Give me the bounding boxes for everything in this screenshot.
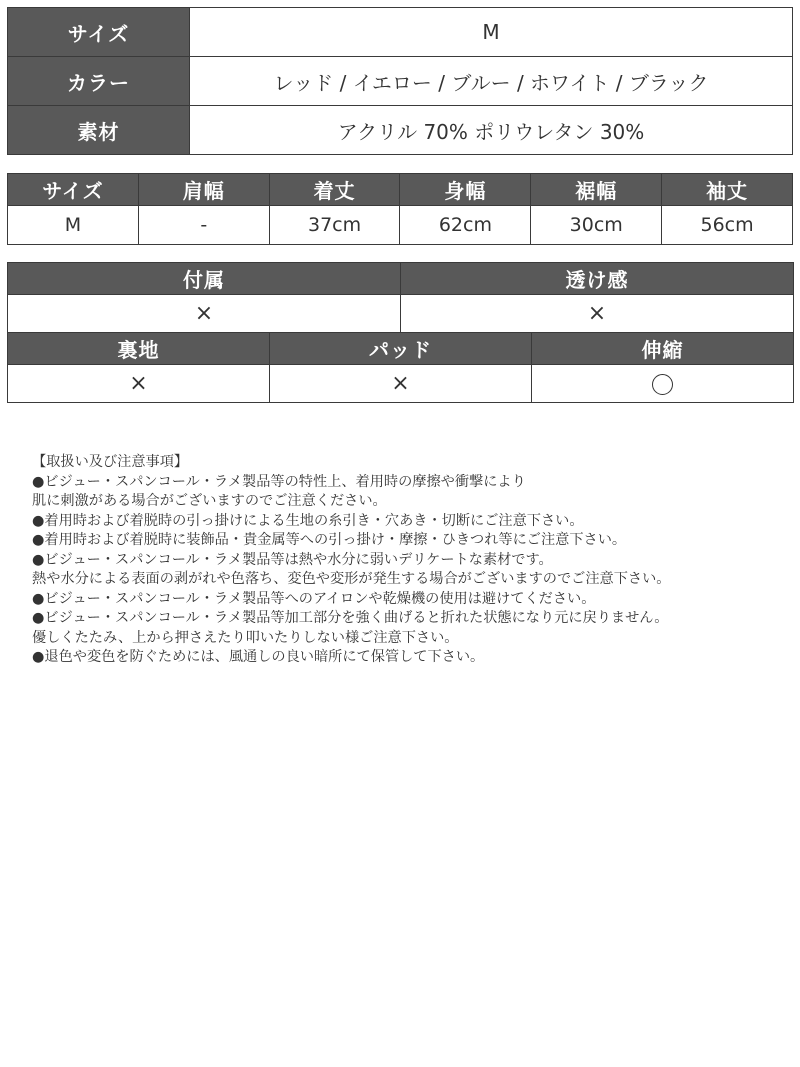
- attr-value-sheerness: ×: [401, 295, 794, 333]
- size-value: 37cm: [269, 206, 400, 245]
- attr-header-pad: パッド: [270, 333, 532, 365]
- notes-line: 熱や水分による表面の剥がれや色落ち、変色や変形が発生する場合がございますのでご注意下さい。: [32, 571, 671, 587]
- attr-header-lining: 裏地: [8, 333, 270, 365]
- attr-value-lining: ×: [8, 365, 270, 403]
- spec-row-size: [8, 8, 793, 57]
- attr-value-pad: ×: [270, 365, 532, 403]
- notes-heading: 【取扱い及び注意事項】: [32, 454, 189, 470]
- notes-line: ●着用時および着脱時の引っ掛けによる生地の糸引き・穴あき・切断にご注意下さい。: [32, 512, 584, 529]
- spec-value-material: アクリル 70% ポリウレタン 30%: [190, 106, 793, 155]
- spec-label-color: カラー: [8, 57, 190, 106]
- attr-header-accessories: 付属: [8, 263, 401, 295]
- size-value: -: [138, 206, 269, 245]
- size-value: 56cm: [662, 206, 793, 245]
- notes-line: 肌に刺激がある場合がございますのでご注意ください。: [32, 493, 387, 509]
- spec-label-material: 素材: [8, 106, 190, 155]
- attr-value-row-1: [8, 295, 794, 333]
- attr-value-row-2: [8, 365, 794, 403]
- attribute-table: [7, 262, 794, 403]
- size-header: サイズ: [8, 174, 139, 206]
- attr-header-stretch: 伸縮: [532, 333, 794, 365]
- notes-line: ●ビジュー・スパンコール・ラメ製品等の特性上、着用時の摩擦や衝撃により: [32, 473, 526, 490]
- care-notes: [32, 453, 792, 668]
- spec-value-color: レッド / イエロー / ブルー / ホワイト / ブラック: [190, 57, 793, 106]
- notes-line: ●ビジュー・スパンコール・ラメ製品等へのアイロンや乾燥機の使用は避けてください。: [32, 590, 596, 607]
- attr-header-row-1: [8, 263, 794, 295]
- size-value: 62cm: [400, 206, 531, 245]
- attr-value-stretch: [532, 365, 794, 403]
- attr-value-accessories: ×: [8, 295, 401, 333]
- size-value: M: [8, 206, 139, 245]
- spec-table: [7, 7, 793, 155]
- spec-row-color: [8, 57, 793, 106]
- notes-line: ●退色や変色を防ぐためには、風通しの良い暗所にて保管して下さい。: [32, 649, 485, 665]
- size-header: 肩幅: [138, 174, 269, 206]
- size-header: 着丈: [269, 174, 400, 206]
- size-header: 身幅: [400, 174, 531, 206]
- spec-row-material: [8, 106, 793, 155]
- notes-line: ●ビジュー・スパンコール・ラメ製品等加工部分を強く曲げると折れた状態になり元に戻りません。: [32, 610, 669, 626]
- attr-header-sheerness: 透け感: [401, 263, 794, 295]
- size-value-row: [8, 206, 793, 245]
- notes-line: ●着用時および着脱時に装飾品・貴金属等への引っ掛け・摩擦・ひきつれ等にご注意下さい。: [32, 532, 627, 548]
- spec-label-size: サイズ: [8, 8, 190, 57]
- size-value: 30cm: [531, 206, 662, 245]
- size-header: 袖丈: [662, 174, 793, 206]
- notes-line: ●ビジュー・スパンコール・ラメ製品等は熱や水分に弱いデリケートな素材です。: [32, 551, 553, 568]
- circle-mark-icon: [652, 374, 673, 395]
- spec-value-size: M: [190, 8, 793, 57]
- attr-header-row-2: [8, 333, 794, 365]
- size-header-row: [8, 174, 793, 206]
- size-table: [7, 173, 793, 245]
- size-header: 裾幅: [531, 174, 662, 206]
- notes-line: 優しくたたみ、上から押さえたり叩いたりしない様ご注意下さい。: [32, 629, 459, 646]
